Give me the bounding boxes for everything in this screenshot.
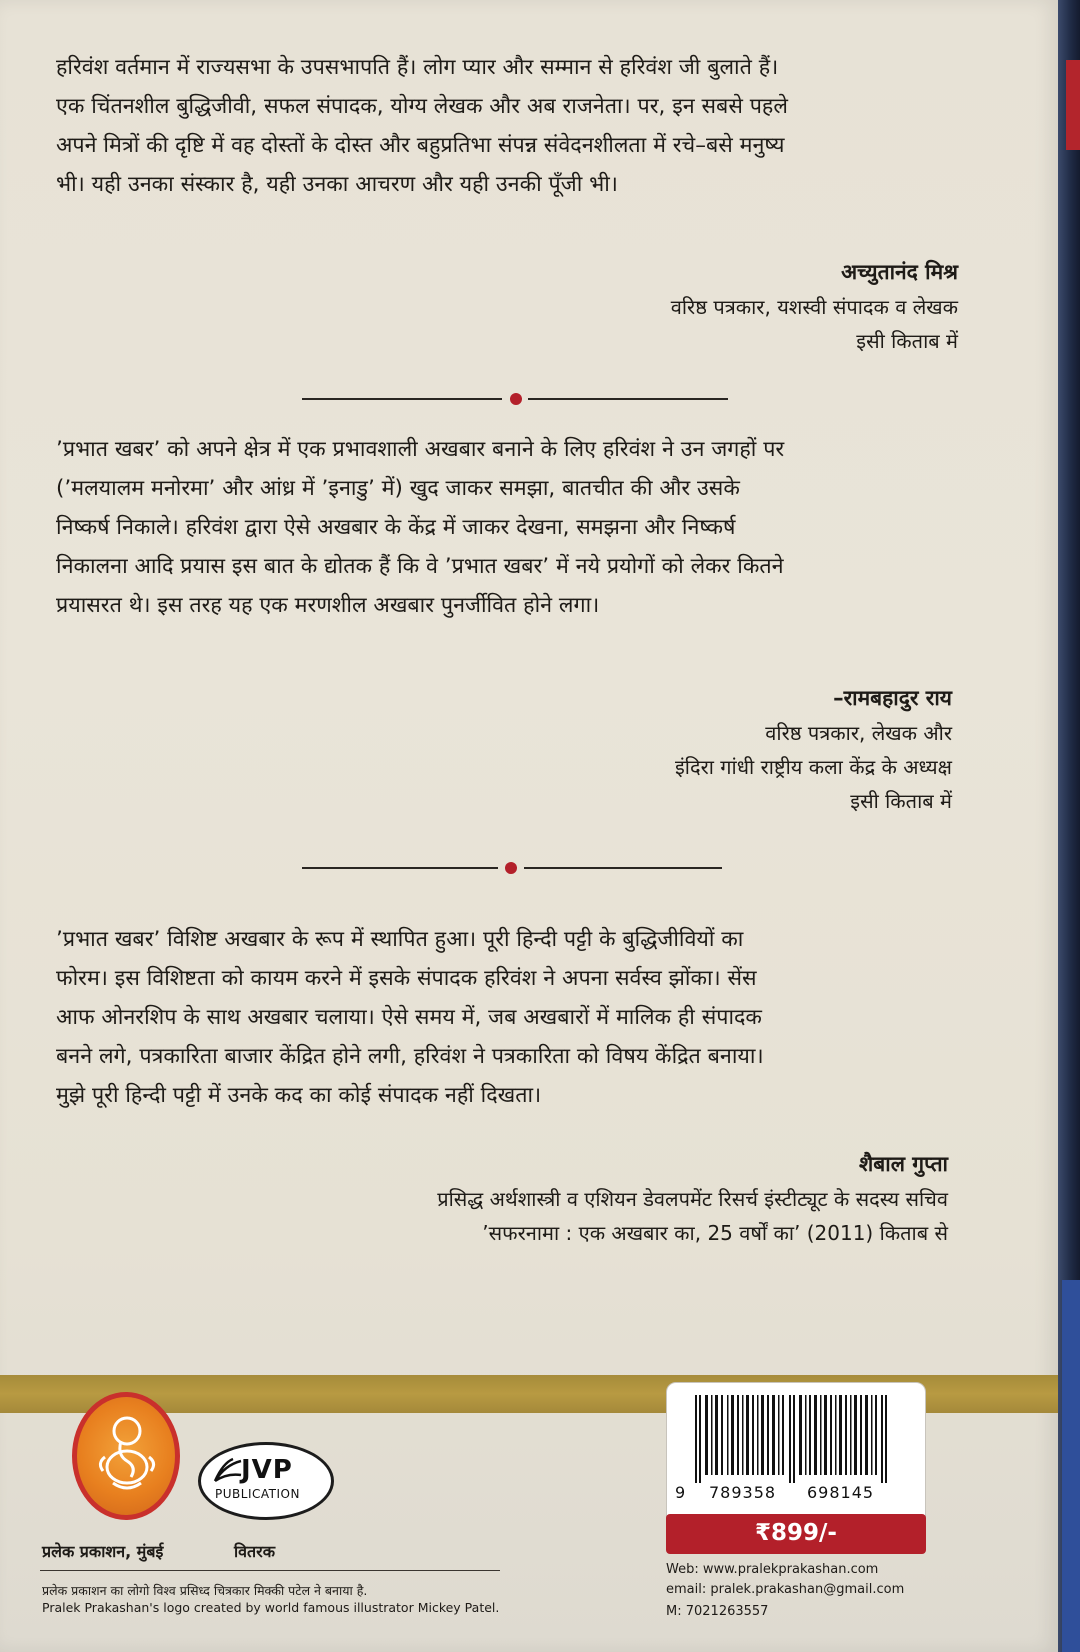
- blurb-paragraph-1: [56, 48, 980, 204]
- attribution-2-name: –रामबहादुर राय: [833, 686, 952, 710]
- jvp-logo-subtext: PUBLICATION: [215, 1487, 300, 1501]
- footer-rule: [40, 1570, 500, 1571]
- isbn-group-2: 698145: [807, 1483, 875, 1502]
- attribution-1-name: अच्युतानंद मिश्र: [841, 260, 958, 284]
- blurb-2-line-1: ’प्रभात खबर’ को अपने क्षेत्र में एक प्रभावशाली अखबार बनाने के लिए हरिवंश ने उन जगहों पर: [56, 437, 785, 462]
- barcode-icon: [683, 1395, 909, 1483]
- ganesha-icon: [91, 1409, 163, 1501]
- jvp-publication-logo: [198, 1442, 334, 1520]
- divider-1-dot: [510, 393, 522, 405]
- distributor-label: वितरक: [234, 1542, 275, 1561]
- attribution-1: [671, 254, 958, 358]
- attribution-3: [437, 1146, 948, 1250]
- attribution-2-org: इंदिरा गांधी राष्ट्रीय कला केंद्र के अध्यक्ष: [674, 755, 952, 779]
- attribution-1-source: इसी किताब में: [856, 329, 958, 353]
- blurb-2-line-3: निष्कर्ष निकाले। हरिवंश द्वारा ऐसे अखबार के केंद्र में जाकर देखना, समझना और निष्कर्ष: [56, 515, 736, 540]
- attribution-2-source: इसी किताब में: [850, 789, 952, 813]
- divider-2-dot: [505, 862, 517, 874]
- divider-1-right: [528, 398, 728, 400]
- blurb-1-line-3: अपने मित्रों की दृष्टि में वह दोस्तों के दोस्त और बहुप्रतिभा संपन्न संवेदनशीलता में रचे–बसे मनुष्य: [56, 133, 785, 158]
- logo-credit-english: Pralek Prakashan's logo created by world famous illustrator Mickey Patel.: [42, 1600, 500, 1615]
- price-tag: [666, 1514, 926, 1554]
- price-text: ₹899/-: [755, 1520, 837, 1546]
- blurb-paragraph-3: [56, 920, 980, 1115]
- blurb-3-line-1: ’प्रभात खबर’ विशिष्ट अखबार के रूप में स्थापित हुआ। पूरी हिन्दी पट्टी के बुद्धिजीवियों का: [56, 927, 744, 952]
- logo-credit-hindi: प्रलेक प्रकाशन का लोगो विश्व प्रसिध्द चित्रकार मिक्की पटेल ने बनाया है.: [42, 1583, 368, 1598]
- blurb-2-line-5: प्रयासरत थे। इस तरह यह एक मरणशील अखबार पुनर्जीवित होने लगा।: [56, 593, 600, 618]
- adjacent-book-blue-mark: [1062, 1280, 1080, 1652]
- publisher-label: प्रलेक प्रकाशन, मुंबई: [42, 1542, 164, 1561]
- isbn-group-1: 789358: [709, 1483, 777, 1502]
- blurb-3-line-3: आफ ओनरशिप के साथ अखबार चलाया। ऐसे समय में, जब अखबारों में मालिक ही संपादक: [56, 1005, 762, 1030]
- divider-1-left: [302, 398, 502, 400]
- isbn-prefix: 9: [675, 1483, 687, 1502]
- contact-web: Web: www.pralekprakashan.com: [666, 1562, 879, 1577]
- isbn-barcode: [666, 1382, 926, 1532]
- blurb-2-line-2: (’मलयालम मनोरमा’ और आंध्र में ’इनाडु’ में) खुद जाकर समझा, बातचीत की और उसके: [56, 476, 740, 501]
- attribution-2-title: वरिष्ठ पत्रकार, लेखक और: [765, 721, 952, 745]
- blurb-3-line-4: बनने लगे, पत्रकारिता बाजार केंद्रित होने लगी, हरिवंश ने पत्रकारिता को विषय केंद्रित बनाया।: [56, 1044, 764, 1069]
- attribution-3-source: ’सफरनामा : एक अखबार का, 25 वर्षों का’ (2011) किताब से: [482, 1221, 948, 1245]
- attribution-3-title: प्रसिद्ध अर्थशास्त्री व एशियन डेवलपमेंट रिसर्च इंस्टीट्यूट के सदस्य सचिव: [437, 1187, 948, 1211]
- adjacent-book-red-mark: [1066, 60, 1080, 150]
- pralek-prakashan-logo: [72, 1392, 180, 1520]
- blurb-1-line-2: एक चिंतनशील बुद्धिजीवी, सफल संपादक, योग्य लेखक और अब राजनेता। पर, इन सबसे पहले: [56, 94, 788, 119]
- blurb-1-line-4: भी। यही उनका संस्कार है, यही उनका आचरण और यही उनकी पूँजी भी।: [56, 172, 618, 197]
- blurb-3-line-5: मुझे पूरी हिन्दी पट्टी में उनके कद का कोई संपादक नहीं दिखता।: [56, 1083, 542, 1108]
- contact-email: email: pralek.prakashan@gmail.com: [666, 1582, 905, 1597]
- divider-2-right: [524, 867, 722, 869]
- attribution-3-name: शैबाल गुप्ता: [859, 1152, 948, 1176]
- contact-mobile: M: 7021263557: [666, 1604, 769, 1619]
- blurb-1-line-1: हरिवंश वर्तमान में राज्यसभा के उपसभापति हैं। लोग प्यार और सम्मान से हरिवंश जी बुलाते हैं।: [56, 55, 779, 80]
- jvp-logo-text: JVP: [241, 1455, 293, 1485]
- blurb-3-line-2: फोरम। इस विशिष्टता को कायम करने में इसके संपादक हरिवंश ने अपना सर्वस्व झोंका। सेंस: [56, 966, 757, 991]
- blurb-paragraph-2: [56, 430, 980, 625]
- blurb-2-line-4: निकालना आदि प्रयास इस बात के द्योतक हैं कि वे ’प्रभात खबर’ में नये प्रयोगों को लेकर कितने: [56, 554, 784, 579]
- attribution-2: [675, 680, 952, 818]
- attribution-1-title: वरिष्ठ पत्रकार, यशस्वी संपादक व लेखक: [670, 295, 958, 319]
- divider-2-left: [302, 867, 498, 869]
- book-pages-icon: [213, 1457, 243, 1485]
